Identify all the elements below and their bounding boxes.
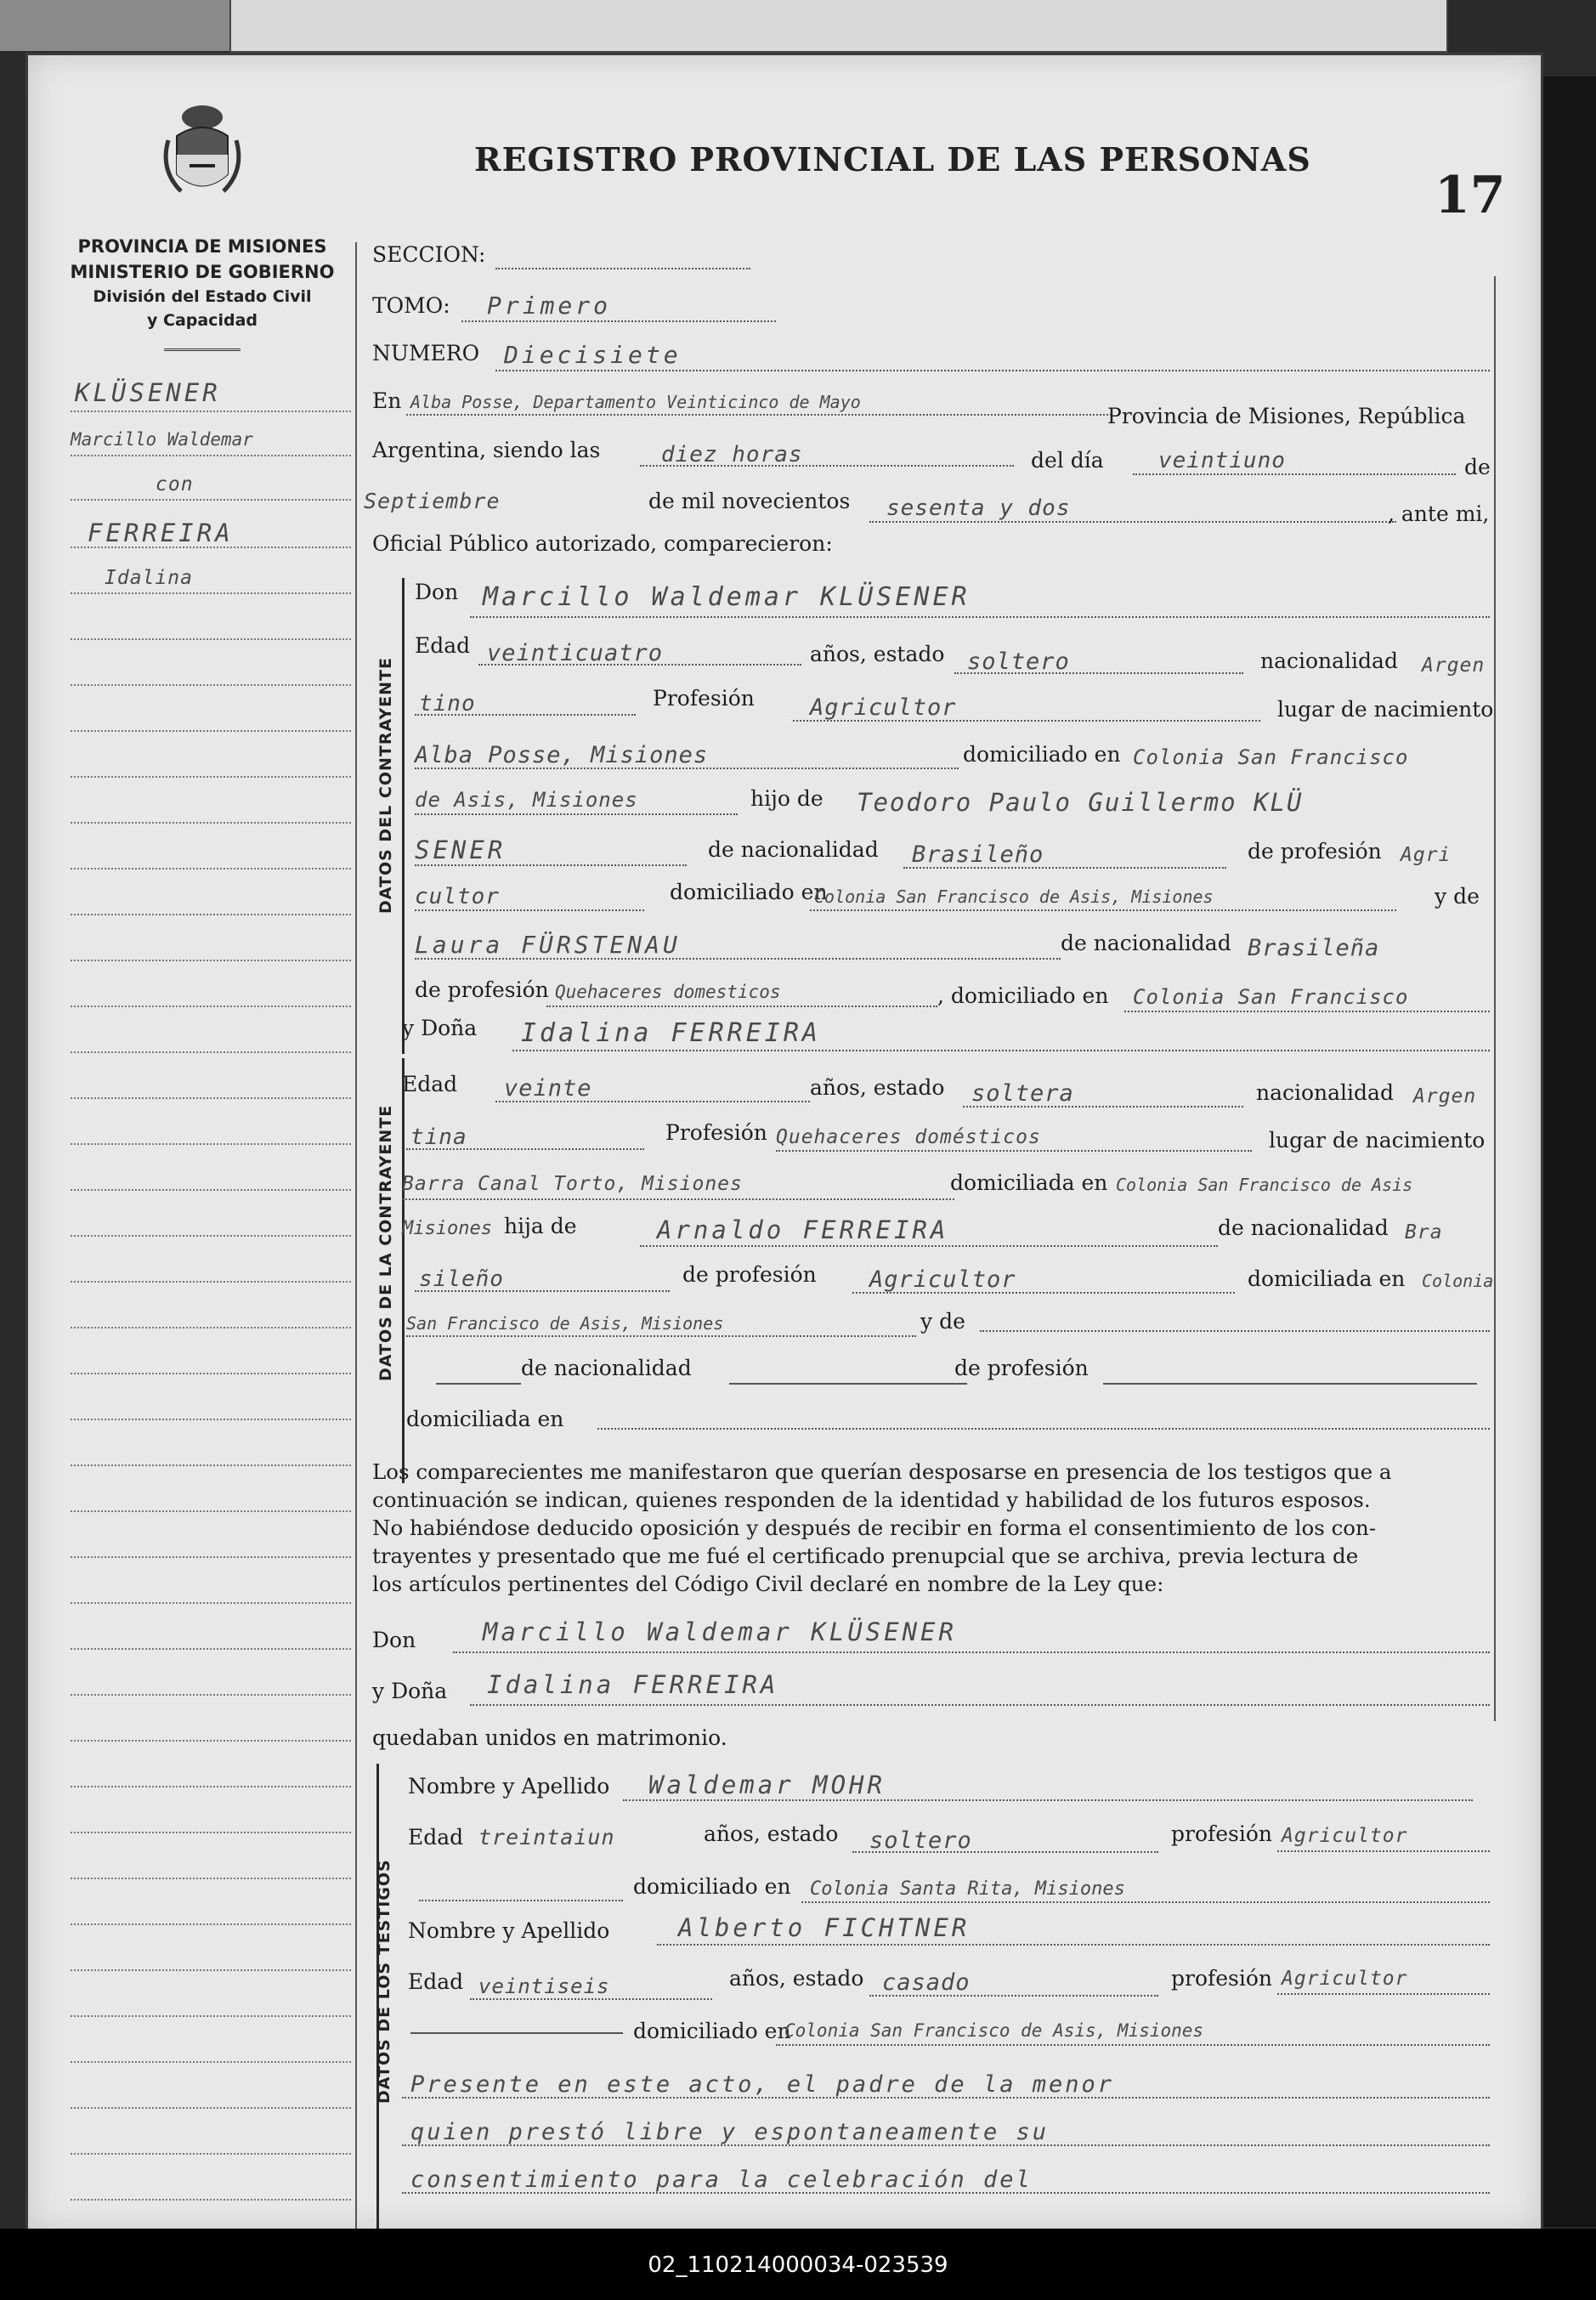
margin-line	[71, 868, 351, 870]
groom-mother: Laura FÜRSTENAU	[415, 931, 681, 959]
groom-lugar-label: lugar de nacimiento	[1277, 697, 1494, 722]
right-rule	[1494, 276, 1496, 1721]
page-title: REGISTRO PROVINCIAL DE LAS PERSONAS	[474, 140, 1311, 178]
bride-profesion-line	[776, 1150, 1252, 1152]
don-label: Don	[415, 580, 459, 604]
page-number: 17	[1435, 166, 1506, 225]
bride-father-nac-a: Bra	[1405, 1221, 1443, 1243]
margin-con: con	[156, 473, 194, 496]
margin-line	[71, 684, 351, 686]
hora-line	[640, 465, 1014, 467]
groom-de-prof-label2: de profesión	[415, 977, 549, 1002]
bride-hija-label: hija de	[504, 1214, 577, 1238]
margin-line	[71, 2107, 351, 2109]
groom-mother-dom-line	[1124, 1011, 1490, 1012]
groom-nac-a: Argen	[1422, 654, 1486, 677]
margin-line	[71, 1740, 351, 1742]
bride-father-line	[640, 1245, 1218, 1247]
bride-mother-line	[980, 1330, 1490, 1332]
margin-line	[71, 1969, 351, 1971]
bride-edad: veinte	[504, 1075, 592, 1102]
margin-surname-bride: FERREIRA	[88, 518, 234, 547]
margin-line	[71, 1235, 351, 1237]
groom-profesion-line	[793, 720, 1260, 722]
w2-estado-line	[869, 1995, 1158, 1997]
groom-dom2-label: domiciliado en	[670, 880, 828, 904]
margin-name-groom: Marcillo Waldemar	[71, 429, 253, 450]
declaration-line: Los comparecientes me manifestaron que querían desposarse en presencia de los testigos que a	[372, 1459, 1392, 1484]
decl-bride: Idalina FERREIRA	[487, 1670, 779, 1699]
margin-line	[71, 1419, 351, 1420]
bride-mother-blank	[436, 1383, 521, 1385]
margin-line	[71, 1006, 351, 1007]
margin-line	[71, 1510, 351, 1512]
bride-mother-prof-blank	[1103, 1383, 1477, 1385]
margin-line	[71, 499, 351, 501]
bride-profesion: Quehaceres domésticos	[776, 1126, 1041, 1148]
groom-father-nac: Brasileño	[912, 841, 1044, 868]
note-rule	[402, 2192, 1490, 2194]
groom-father-prof-a: Agri	[1401, 844, 1452, 866]
w2-estado: casado	[882, 1969, 971, 1996]
groom-mother-dom: Colonia San Francisco	[1133, 985, 1409, 1009]
book-binding	[1540, 76, 1596, 2227]
groom-dom-a: Colonia San Francisco	[1133, 745, 1409, 769]
bride-mother-nac-blank	[729, 1383, 967, 1385]
groom-anios-estado: años, estado	[810, 642, 945, 666]
w1-nombre-label: Nombre y Apellido	[408, 1774, 610, 1799]
bride-nac-a: Argen	[1413, 1085, 1477, 1108]
note-line: consentimiento para la celebración del	[410, 2167, 1033, 2193]
groom-section-label: DATOS DEL CONTRAYENTE	[376, 657, 395, 914]
w2-dom: Colonia San Francisco de Asis, Misiones	[784, 2020, 1204, 2041]
w1-estado: soltero	[869, 1827, 972, 1854]
groom-y-de: y de	[1435, 884, 1480, 909]
bride-profesion-label: Profesión	[665, 1120, 767, 1145]
decl-don-label: Don	[372, 1628, 416, 1652]
groom-domiciliado-label: domiciliado en	[963, 742, 1121, 767]
dia-value: veintiuno	[1158, 448, 1286, 473]
bride-de-prof-label2: de profesión	[954, 1356, 1089, 1380]
margin-line	[71, 730, 351, 732]
w1-edad: treintaiun	[478, 1825, 615, 1850]
seccion-label: SECCION:	[372, 242, 486, 267]
w2-domiciliado-label: domiciliado en	[633, 2019, 791, 2043]
w2-prof-line	[1277, 1993, 1490, 1995]
margin-line	[71, 455, 351, 456]
seccion-line	[495, 268, 750, 269]
provincia-text: Provincia de Misiones, República	[1107, 404, 1466, 428]
bride-de-prof-label: de profesión	[682, 1262, 817, 1287]
groom-father: Teodoro Paulo Guillermo KLÜ	[857, 788, 1304, 817]
groom-mother-prof: Quehaceres domesticos	[555, 982, 781, 1002]
w2-nombre-label: Nombre y Apellido	[408, 1918, 610, 1943]
numero-value: Diecisiete	[504, 341, 682, 369]
margin-line	[71, 547, 351, 548]
margin-line	[71, 960, 351, 961]
groom-nac-line	[415, 714, 636, 716]
office-line-4: y Capacidad	[147, 311, 258, 330]
bride-father-dom-b: San Francisco de Asis, Misiones	[406, 1313, 724, 1334]
margin-line	[71, 2015, 351, 2017]
declaration-line: No habiéndose deducido oposición y después de recibir en forma el consentimiento de los con-	[372, 1515, 1377, 1540]
registry-page	[25, 53, 1543, 2234]
groom-section-rule	[402, 578, 405, 1054]
margin-line	[71, 1648, 351, 1650]
bride-nacionalidad-label: nacionalidad	[1256, 1080, 1394, 1105]
background-shadow	[0, 0, 229, 51]
bride-section-label: DATOS DE LA CONTRAYENTE	[376, 1104, 395, 1381]
bride-nac-line	[406, 1148, 644, 1150]
groom-name: Marcillo Waldemar KLÜSENER	[483, 582, 971, 612]
groom-father-line	[415, 864, 687, 866]
decl-dona-label: y Doña	[372, 1679, 448, 1703]
margin-line	[71, 2153, 351, 2155]
groom-edad-line	[478, 664, 801, 666]
bride-father: Arnaldo FERREIRA	[657, 1215, 949, 1244]
bride-de-nac-label: de nacionalidad	[1218, 1215, 1389, 1240]
place-line	[406, 414, 1112, 416]
margin-line	[71, 1694, 351, 1696]
groom-estado: soltero	[967, 649, 1070, 675]
margin-line	[71, 638, 351, 640]
margin-surname-groom: KLÜSENER	[75, 378, 221, 407]
margin-line	[71, 2199, 351, 2201]
place-value: Alba Posse, Departamento Veinticinco de Mayo	[410, 392, 861, 412]
groom-father-nac-line	[903, 867, 1226, 869]
note-rule	[402, 2144, 1490, 2146]
groom-mother-prof-line	[546, 1006, 937, 1007]
groom-dom3-label: , domiciliado en	[937, 983, 1109, 1008]
w2-prof: Agricultor	[1282, 1968, 1408, 1990]
w1-estado-line	[852, 1851, 1158, 1853]
groom-nac-b: tino	[419, 691, 476, 717]
groom-estado-line	[954, 672, 1243, 674]
declaration-line: los artículos pertinentes del Código Civil declaré en nombre de la Ley que:	[372, 1572, 1164, 1596]
margin-line	[71, 1602, 351, 1604]
margin-line	[71, 592, 351, 594]
bride-father-dom-a: Colonia	[1422, 1271, 1494, 1291]
witness-section-label: DATOS DE LOS TESTIGOS	[375, 1859, 393, 2104]
groom-dom-b: de Asis, Misiones	[415, 788, 638, 812]
groom-de-nac-label: de nacionalidad	[708, 837, 879, 862]
groom-mother-nac: Brasileña	[1248, 935, 1380, 961]
tomo-line	[461, 320, 776, 322]
bride-edad-line	[495, 1101, 810, 1102]
margin-line	[71, 1832, 351, 1833]
groom-father-b: SENER	[415, 836, 507, 864]
bride-section-rule	[402, 1058, 405, 1483]
w1-prof: Agricultor	[1282, 1825, 1408, 1847]
note-line: quien prestó libre y espontaneamente su	[410, 2119, 1049, 2145]
bride-lugar-label: lugar de nacimiento	[1269, 1128, 1486, 1153]
numero-label: NUMERO	[372, 341, 480, 365]
note-line: Presente en este acto, el padre de la menor	[410, 2071, 1114, 2098]
margin-line	[71, 1464, 351, 1466]
w1-name-line	[623, 1799, 1473, 1801]
w1-dom: Colonia Santa Rita, Misiones	[810, 1878, 1125, 1900]
margin-line	[71, 1097, 351, 1099]
margin-line	[71, 411, 351, 412]
bride-father-prof: Agricultor	[869, 1266, 1016, 1293]
bride-de-nac-label2: de nacionalidad	[521, 1356, 692, 1380]
margin-line	[71, 914, 351, 915]
tomo-value: Primero	[487, 292, 612, 320]
numero-line	[495, 370, 1490, 371]
de-label: de	[1464, 455, 1491, 479]
w1-anios-estado: años, estado	[704, 1821, 839, 1846]
oficial-text: Oficial Público autorizado, comparecieron:	[372, 531, 833, 556]
groom-lugar-line	[415, 768, 959, 769]
declaration-line: trayentes y presentado que me fué el certificado prenupcial que se archiva, previa lectura de	[372, 1544, 1359, 1568]
image-code: 02_110214000034-023539	[648, 2252, 948, 2278]
margin-rule	[355, 242, 357, 2240]
groom-de-prof-label: de profesión	[1248, 839, 1382, 864]
background-page	[229, 0, 1448, 53]
dona-label: y Doña	[402, 1016, 478, 1040]
w2-dom-line	[776, 2044, 1490, 2046]
bride-y-de: y de	[920, 1309, 965, 1334]
office-header	[37, 234, 368, 332]
w1-name: Waldemar MOHR	[648, 1770, 886, 1799]
margin-line	[71, 1143, 351, 1145]
margin-line	[71, 1281, 351, 1283]
w1-edad-label: Edad	[408, 1825, 464, 1850]
anio-value: sesenta y dos	[886, 496, 1071, 521]
bride-domiciliada-label: domiciliada en	[950, 1170, 1108, 1195]
groom-lugar: Alba Posse, Misiones	[415, 742, 709, 768]
groom-father-prof-b: cultor	[415, 884, 500, 909]
bride-dom3-label: domiciliada en	[406, 1407, 564, 1431]
de-mil-label: de mil novecientos	[648, 489, 851, 513]
groom-father-dom: Colonia San Francisco de Asis, Misiones	[814, 887, 1214, 907]
margin-line	[71, 2061, 351, 2063]
del-dia-label: del día	[1031, 448, 1104, 473]
w1-prof-line	[1277, 1850, 1490, 1852]
hora-value: diez horas	[661, 442, 803, 467]
w2-blank-line	[410, 2032, 623, 2034]
margin-line	[71, 1923, 351, 1925]
bride-dom-a: Colonia San Francisco de Asis	[1116, 1175, 1413, 1195]
margin-line	[71, 822, 351, 824]
margin-line	[71, 776, 351, 778]
bride-name-line	[512, 1050, 1490, 1051]
groom-hijo-label: hijo de	[750, 786, 823, 811]
margin-line	[71, 1051, 351, 1053]
bride-father-dom-line	[406, 1335, 916, 1337]
w1-domiciliado-label: domiciliado en	[633, 1874, 791, 1899]
bride-father-nac-b: sileño	[419, 1266, 504, 1292]
w2-anios-estado: años, estado	[729, 1966, 864, 1991]
bride-estado: soltera	[971, 1080, 1074, 1107]
bride-nac-b: tina	[410, 1125, 467, 1150]
w2-profesion-label: profesión	[1171, 1966, 1273, 1991]
w2-name: Alberto FICHTNER	[678, 1913, 971, 1942]
groom-father-dom-line	[810, 909, 1396, 911]
ante-mi-label: , ante mi,	[1388, 501, 1490, 526]
anio-line	[869, 521, 1396, 523]
groom-mother-line	[415, 958, 1061, 960]
w2-edad-line	[470, 1998, 712, 2000]
bride-anios-estado: años, estado	[810, 1075, 945, 1100]
bride-estado-line	[963, 1106, 1243, 1108]
office-line-2: MINISTERIO DE GOBIERNO	[70, 262, 335, 282]
margin-line	[71, 1556, 351, 1558]
bride-dom-b: Misiones	[402, 1218, 492, 1239]
note-rule	[402, 2097, 1490, 2099]
w2-name-line	[657, 1944, 1490, 1946]
w2-edad-label: Edad	[408, 1969, 464, 1994]
groom-mother-nac-label: de nacionalidad	[1061, 931, 1231, 955]
bride-dom2-label: domiciliada en	[1248, 1266, 1406, 1291]
w2-edad: veintiseis	[478, 1974, 610, 1998]
office-line-3: División del Estado Civil	[93, 287, 312, 306]
bride-name: Idalina FERREIRA	[521, 1018, 821, 1048]
groom-name-line	[470, 616, 1490, 618]
tomo-label: TOMO:	[372, 293, 450, 318]
margin-line	[71, 1327, 351, 1328]
dia-line	[1133, 473, 1456, 475]
decl-unidos: quedaban unidos en matrimonio.	[372, 1725, 727, 1750]
margin-name-bride: Idalina	[105, 567, 193, 589]
bride-father-nac-line	[415, 1290, 670, 1292]
decl-groom: Marcillo Waldemar KLÜSENER	[483, 1617, 957, 1646]
office-line-1: PROVINCIA DE MISIONES	[77, 236, 327, 257]
groom-edad-label: Edad	[415, 633, 471, 658]
bride-lugar: Barra Canal Torto, Misiones	[402, 1173, 743, 1195]
groom-father-prof-line	[415, 909, 644, 911]
groom-nacionalidad-label: nacionalidad	[1260, 649, 1398, 673]
decl-bride-line	[470, 1704, 1490, 1706]
groom-profesion: Agricultor	[810, 694, 957, 721]
mes-value: Septiembre	[364, 489, 501, 513]
argentina-text: Argentina, siendo las	[372, 438, 601, 462]
margin-line	[71, 1373, 351, 1374]
decl-groom-line	[453, 1651, 1490, 1653]
groom-edad: veinticuatro	[487, 640, 664, 666]
declaration-line: continuación se indican, quienes responden de la identidad y habilidad de los futuros esposos.	[372, 1487, 1371, 1512]
office-divider	[164, 348, 241, 351]
w1-blank-line	[419, 1900, 623, 1901]
bride-lugar-line	[402, 1198, 954, 1200]
groom-profesion-label: Profesión	[653, 686, 755, 711]
en-label: En	[372, 388, 402, 413]
bride-edad-label: Edad	[402, 1072, 458, 1096]
bride-mother-dom-line	[597, 1428, 1490, 1430]
groom-dom-line	[415, 813, 738, 815]
margin-line	[71, 1189, 351, 1191]
bride-father-prof-line	[852, 1292, 1235, 1294]
margin-line	[71, 1878, 351, 1879]
w1-profesion-label: profesión	[1171, 1821, 1273, 1846]
declaration-paragraph	[372, 1458, 1494, 1598]
coat-of-arms-icon	[156, 102, 249, 204]
margin-line	[71, 1786, 351, 1787]
w1-dom-line	[801, 1901, 1490, 1903]
